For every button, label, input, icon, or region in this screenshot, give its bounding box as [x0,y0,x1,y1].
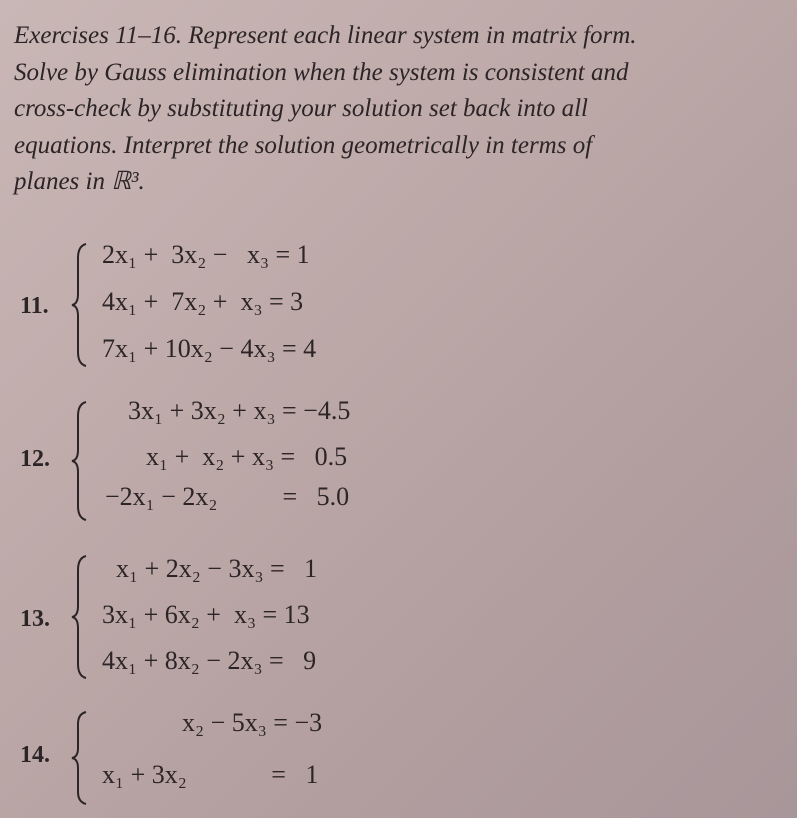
equation: 4x₁ + 7x₂ + x₃ = 3 [102,287,304,316]
system-brace [70,554,88,680]
equation: 3x₁ + 3x₂ + x₃ = −4.5 [128,396,351,425]
exercise-number: 13. [20,606,50,632]
exercise-instructions [14,18,774,201]
equation: 7x₁ + 10x₂ − 4x₃ = 4 [102,334,317,363]
equation: 4x₁ + 8x₂ − 2x₃ = 9 [102,646,317,675]
equation: −2x₁ − 2x₂ = 5.0 [105,482,350,511]
instruction-line: equations. Interpret the solution geometrically in terms of [14,131,593,159]
system-brace [70,710,88,806]
exercise-number: 11. [20,293,49,319]
instruction-line: Exercises 11–16. Represent each linear system in matrix form. [14,22,637,49]
equation: x₂ − 5x₃ = −3 [182,708,323,737]
instruction-line: Solve by Gauss elimination when the system is consistent and [14,58,629,86]
system-brace [70,400,88,522]
exercise-number: 14. [20,742,50,768]
system-brace [70,242,88,368]
instruction-line: cross-check by substituting your solution set back into all [14,95,588,122]
equation: 2x₁ + 3x₂ − x₃ = 1 [102,240,310,269]
equation: x₁ + 2x₂ − 3x₃ = 1 [116,554,318,583]
instruction-line: planes in ℝ³. [14,168,145,195]
equation: x₁ + x₂ + x₃ = 0.5 [146,442,348,471]
equation: x₁ + 3x₂ = 1 [102,760,319,789]
exercise-number: 12. [20,446,50,472]
equation: 3x₁ + 6x₂ + x₃ = 13 [102,600,310,629]
